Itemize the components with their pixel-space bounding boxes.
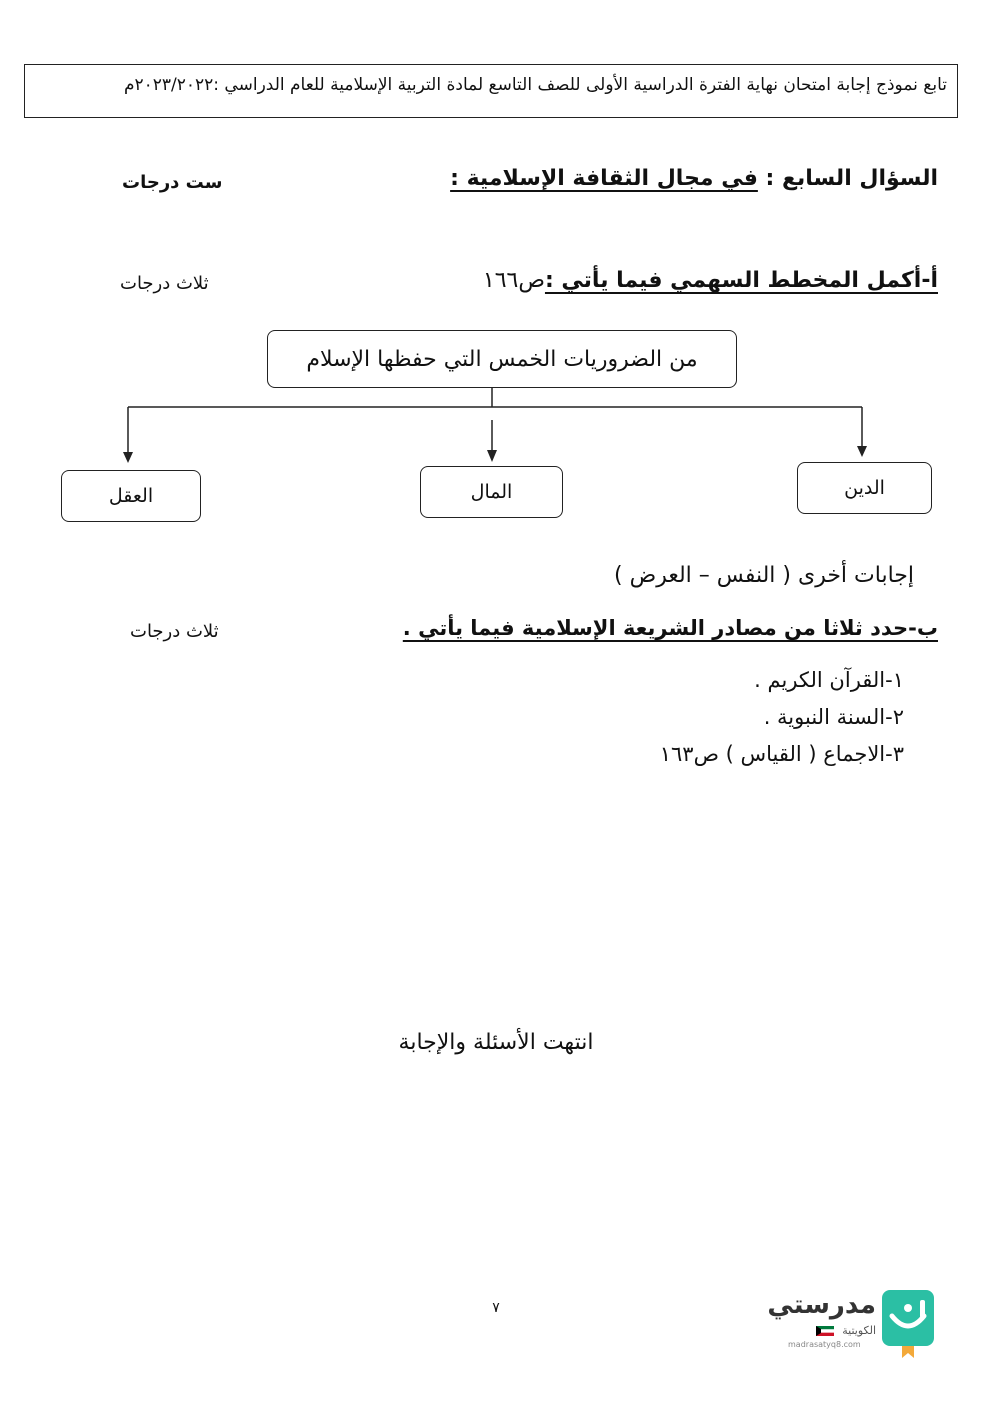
- header-title: تابع نموذج إجابة امتحان نهاية الفترة الدراسية الأولى للصف التاسع لمادة التربية الإسلامية للعام الدراسي :٢٠٢٣/٢٠٢٢م: [123, 75, 947, 95]
- diagram-child-box-wealth: [420, 466, 563, 518]
- question-title-topic: في مجال الثقافة الإسلامية :: [450, 166, 758, 191]
- question-marks: ست درجات: [122, 172, 223, 193]
- part-a-text: أ-أكمل المخطط السهمي فيما يأتي :: [544, 268, 938, 293]
- part-a-marks: ثلاث درجات: [120, 273, 209, 294]
- diagram-child-label: المال: [470, 481, 513, 503]
- logo-name: مدرستي: [767, 1290, 876, 1320]
- list-item: ٣-الاجماع ( القياس ) ص١٦٣: [659, 742, 904, 766]
- diagram-child-box-religion: [797, 462, 932, 514]
- diagram-child-box-mind: [61, 470, 201, 522]
- logo-url: madrasatyq8.com: [788, 1340, 861, 1349]
- question-title-prefix: السؤال السابع :: [757, 166, 938, 191]
- end-text: انتهت الأسئلة والإجابة: [398, 1030, 594, 1055]
- part-a-page-ref: ص١٦٦: [482, 268, 545, 293]
- arrow-head-middle: [487, 450, 497, 462]
- list-item: ٢-السنة النبوية .: [763, 705, 904, 729]
- diagram-child-label: العقل: [108, 485, 154, 507]
- arrow-head-left: [123, 452, 133, 463]
- kuwait-flag-icon: [816, 1326, 834, 1336]
- part-b-marks: ثلاث درجات: [130, 621, 219, 642]
- logo-subtitle: الكويتية: [842, 1324, 876, 1337]
- list-item: ١-القرآن الكريم .: [754, 668, 904, 692]
- page-number: ٧: [492, 1300, 500, 1316]
- madrasaty-logo: [767, 1288, 948, 1362]
- diagram-root-label: من الضروريات الخمس التي حفظها الإسلام: [306, 346, 698, 372]
- diagram-child-label: الدين: [844, 477, 885, 499]
- part-b-instruction: ب-حدد ثلاثا من مصادر الشريعة الإسلامية فيما يأتي .: [402, 616, 938, 640]
- other-answers: إجابات أخرى ( النفس – العرض ): [614, 563, 914, 588]
- madrasaty-logo-icon: [880, 1288, 936, 1360]
- arrow-head-right: [857, 446, 867, 457]
